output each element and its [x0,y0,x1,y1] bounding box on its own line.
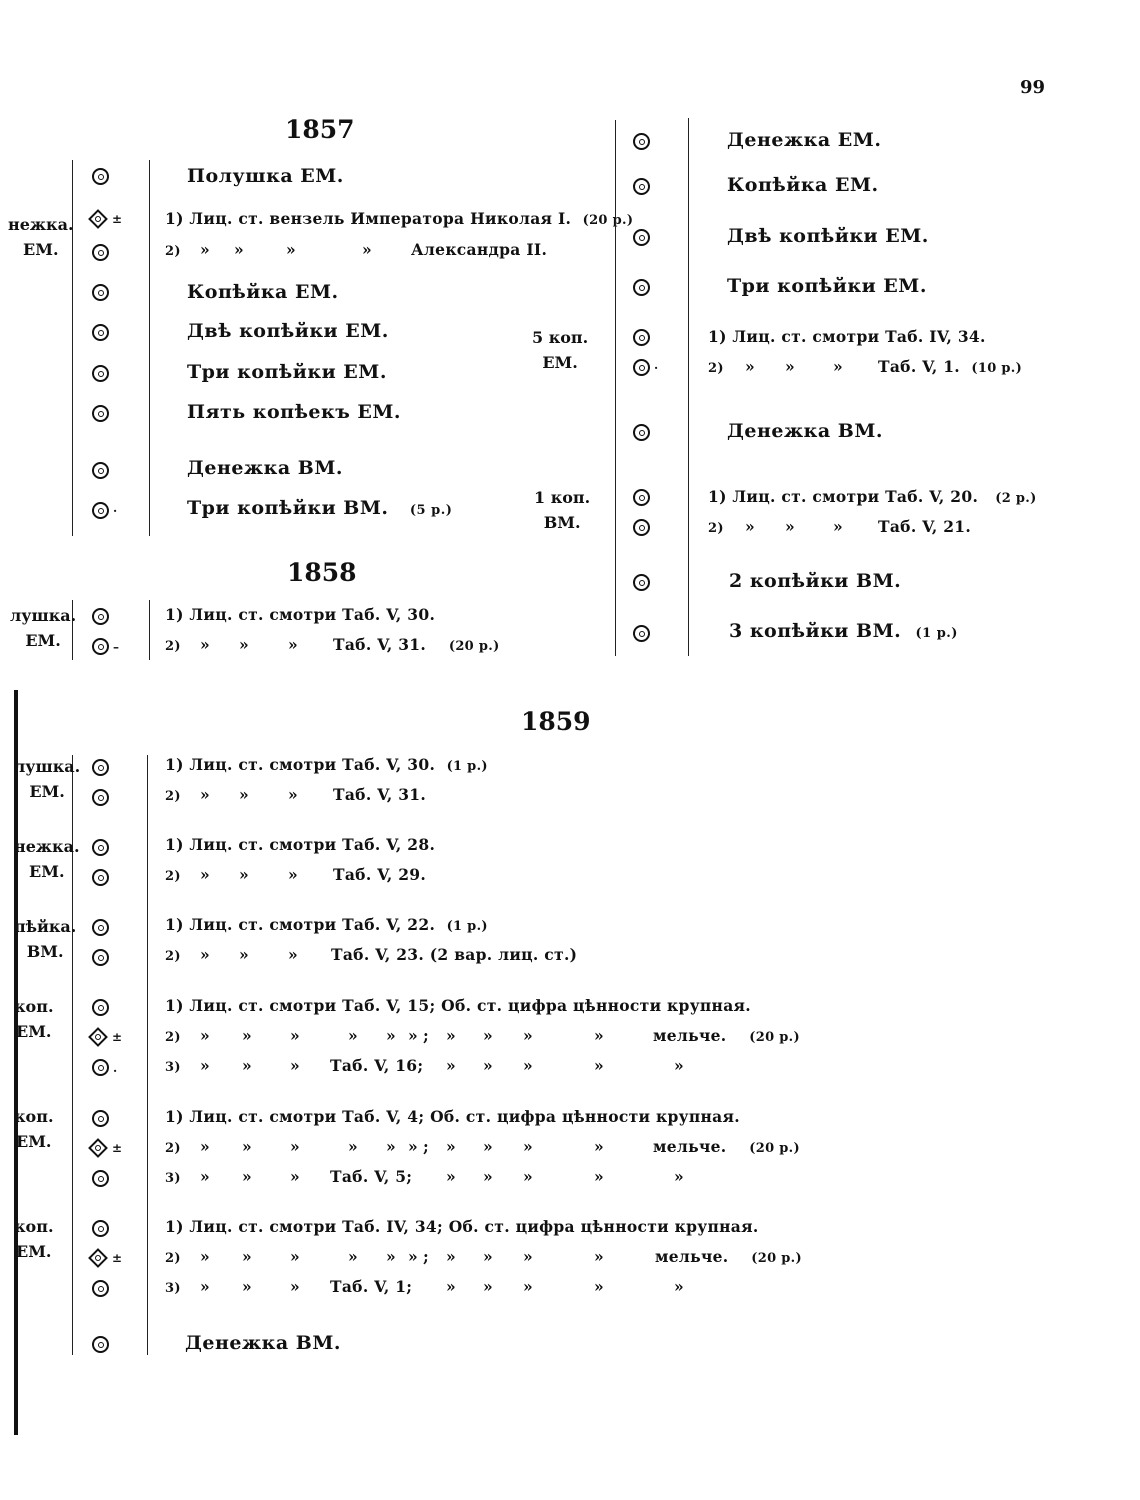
coin-symbol: ± [88,1249,122,1267]
denomination-label: коп. ЕМ. [14,997,54,1041]
coin-entry: Денежка ЕМ. [727,129,882,151]
variant-line: Таб. V, 31. [333,785,427,804]
ditto-mark: » [408,1026,418,1045]
variant-line: 1) Лиц. ст. вензель Императора Николая I. (20 р.) [165,209,634,228]
coin-entry: Денежка ВМ. [185,1332,342,1354]
ditto-mark: » [674,1056,684,1075]
column-rule [149,160,150,536]
ditto-mark: » [408,1247,418,1266]
ditto-mark: » [594,1247,604,1266]
ditto-mark: » [239,785,249,804]
variant-line: 1) Лиц. ст. смотри Таб. V, 30. [165,605,436,624]
coin-symbol: ± [88,210,122,228]
ditto-mark: » [288,865,298,884]
circle-mark-icon [92,168,109,185]
circle-mark-icon [92,789,109,806]
column-rule [615,120,616,656]
coin-symbol: – [92,638,119,655]
ditto-mark: » [200,240,210,259]
variant-line: мельче. (20 р.) [653,1026,800,1045]
ditto-mark: » [239,635,249,654]
ditto-mark: » [242,1026,252,1045]
variant-line: 2) [165,949,181,964]
coin-symbol [633,279,650,296]
ditto-mark: » [833,357,843,376]
circle-mark-icon [92,949,109,966]
coin-symbol [92,1170,109,1187]
ditto-mark: » [386,1247,396,1266]
variant-line: 1) Лиц. ст. смотри Таб. V, 20. (2 р.) [708,487,1037,506]
coin-symbol [633,625,650,642]
coin-entry: 2 копѣйки ВМ. [729,570,902,592]
ditto-mark: » [594,1137,604,1156]
coin-symbol [92,759,109,776]
ditto-mark: » [242,1056,252,1075]
year-heading-1859: 1859 [521,707,591,736]
ditto-mark: » [348,1137,358,1156]
variant-line: 1) Лиц. ст. смотри Таб. V, 22. (1 р.) [165,915,488,934]
coin-symbol [633,133,650,150]
circle-mark-icon [92,365,109,382]
diamond-mark-icon [88,1248,108,1268]
circle-mark-icon [92,608,109,625]
circle-mark-icon [92,869,109,886]
coin-symbol [92,949,109,966]
denomination-label: 5 коп. ЕМ. [532,328,589,372]
variant-line: 2) [165,1030,181,1045]
ditto-mark: » [446,1167,456,1186]
denomination-label: коп. ЕМ. [14,1107,54,1151]
ditto-mark: » [290,1026,300,1045]
circle-mark-icon [92,284,109,301]
variant-line: 2) [165,1141,181,1156]
ditto-mark: » [483,1026,493,1045]
denomination-label: пѣйка. ВМ. [14,917,77,961]
variant-line: 1) Лиц. ст. смотри Таб. V, 4; Об. ст. цифра цѣнности крупная. [165,1107,740,1126]
coin-entry: Три копѣйки ВМ. (5 р.) [187,497,453,519]
ditto-mark: » [483,1277,493,1296]
ditto-mark: » [362,240,372,259]
coin-symbol [92,1280,109,1297]
coin-symbol [92,405,109,422]
ditto-mark: » [348,1247,358,1266]
ditto-mark: » [290,1277,300,1296]
coin-entry: Копѣйка ЕМ. [727,174,879,196]
variant-line: Таб. V, 23. (2 вар. лиц. ст.) [331,945,578,964]
ditto-mark: » [200,1026,210,1045]
ditto-mark: » [290,1056,300,1075]
ditto-mark: » [523,1026,533,1045]
ditto-mark: » [523,1277,533,1296]
ditto-mark: » [446,1247,456,1266]
circle-mark-icon [92,1280,109,1297]
variant-line: Таб. V, 31. (20 р.) [333,635,500,654]
ditto-mark: » [408,1137,418,1156]
ditto-mark: » [200,945,210,964]
coin-symbol [92,1336,109,1353]
coin-entry: Пять копѣекъ ЕМ. [187,401,402,423]
coin-symbol [633,424,650,441]
circle-mark-icon [633,279,650,296]
variant-line: 1) Лиц. ст. смотри Таб. V, 30. (1 р.) [165,755,488,774]
ditto-mark: » [288,635,298,654]
circle-mark-icon [633,489,650,506]
ditto-mark: » [523,1247,533,1266]
variant-line: 3) [165,1060,181,1075]
coin-symbol: ± [88,1028,122,1046]
ditto-mark: » [200,785,210,804]
coin-symbol: · [92,502,117,519]
coin-symbol [92,1110,109,1127]
ditto-mark: » [745,357,755,376]
ditto-mark: » [200,1056,210,1075]
circle-mark-icon [92,324,109,341]
ditto-mark: » [286,240,296,259]
coin-entry: Двѣ копѣйки ЕМ. [187,320,389,342]
ditto-mark: » [290,1247,300,1266]
ditto-mark: » [290,1167,300,1186]
variant-line: Таб. V, 29. [333,865,427,884]
ditto-mark: » [288,945,298,964]
variant-line: Таб. V, 21. [878,517,972,536]
variant-line: Александра II. [411,240,548,259]
column-rule [149,600,150,660]
coin-symbol [633,178,650,195]
circle-mark-icon [633,625,650,642]
circle-mark-icon [633,359,650,376]
circle-mark-icon [633,519,650,536]
coin-symbol: · [633,359,658,376]
variant-line: 1) Лиц. ст. смотри Таб. V, 28. [165,835,436,854]
coin-symbol [92,168,109,185]
circle-mark-icon [92,839,109,856]
variant-line: ; [423,1026,430,1045]
ditto-mark: » [483,1056,493,1075]
circle-mark-icon [633,329,650,346]
variant-line: 2) [165,869,181,884]
variant-line: 2) [708,361,724,376]
coin-symbol [633,574,650,591]
coin-entry: Полушка ЕМ. [187,165,344,187]
ditto-mark: » [386,1137,396,1156]
circle-mark-icon [92,502,109,519]
coin-entry: Двѣ копѣйки ЕМ. [727,225,929,247]
ditto-mark: » [523,1167,533,1186]
ditto-mark: » [200,635,210,654]
variant-line: 1) Лиц. ст. смотри Таб. IV, 34. [708,327,986,346]
variant-line: Таб. V, 5; [330,1167,413,1186]
ditto-mark: » [594,1056,604,1075]
coin-symbol [92,284,109,301]
ditto-mark: » [200,1247,210,1266]
coin-entry: Копѣйка ЕМ. [187,281,339,303]
variant-line: 1) Лиц. ст. смотри Таб. V, 15; Об. ст. цифра цѣнности крупная. [165,996,751,1015]
ditto-mark: » [348,1026,358,1045]
circle-mark-icon [92,919,109,936]
year-heading-1857: 1857 [285,115,355,144]
column-rule [147,755,148,1355]
ditto-mark: » [242,1277,252,1296]
variant-line: Таб. V, 1; [330,1277,413,1296]
circle-mark-icon [92,244,109,261]
coin-symbol [92,244,109,261]
variant-line: Таб. V, 16; [330,1056,424,1075]
ditto-mark: » [483,1167,493,1186]
ditto-mark: » [523,1056,533,1075]
variant-line: 1) Лиц. ст. смотри Таб. IV, 34; Об. ст. цифра цѣнности крупная. [165,1217,759,1236]
variant-line: 3) [165,1281,181,1296]
ditto-mark: » [594,1277,604,1296]
coin-symbol [92,919,109,936]
variant-line: 2) [165,789,181,804]
coin-symbol: ± [88,1139,122,1157]
ditto-mark: » [594,1167,604,1186]
ditto-mark: » [200,1277,210,1296]
ditto-mark: » [234,240,244,259]
coin-symbol: . [92,1059,117,1076]
ditto-mark: » [239,865,249,884]
variant-line: мельче. (20 р.) [653,1137,800,1156]
denomination-label: лушка. ЕМ. [14,757,81,801]
ditto-mark: » [785,517,795,536]
circle-mark-icon [633,424,650,441]
variant-line: ; [423,1247,430,1266]
coin-symbol [633,519,650,536]
variant-line: мельче. (20 р.) [655,1247,802,1266]
coin-symbol [92,324,109,341]
coin-symbol [92,869,109,886]
ditto-mark: » [446,1137,456,1156]
coin-entry: 3 копѣйки ВМ. (1 р.) [729,620,958,642]
ditto-mark: » [674,1167,684,1186]
circle-mark-icon [633,229,650,246]
denomination-label: нежка. ЕМ. [14,837,80,881]
variant-line: 2) [708,521,724,536]
circle-mark-icon [92,1170,109,1187]
ditto-mark: » [242,1247,252,1266]
coin-symbol [92,462,109,479]
denomination-label: нежка. ЕМ. [8,215,74,259]
ditto-mark: » [446,1056,456,1075]
ditto-mark: » [200,1167,210,1186]
coin-entry: Три копѣйки ЕМ. [727,275,927,297]
denomination-label: коп. ЕМ. [14,1217,54,1261]
ditto-mark: » [745,517,755,536]
variant-line: Таб. V, 1. (10 р.) [878,357,1023,376]
coin-entry: Денежка ВМ. [187,457,344,479]
coin-symbol [633,229,650,246]
ditto-mark: » [242,1137,252,1156]
ditto-mark: » [386,1026,396,1045]
ditto-mark: » [242,1167,252,1186]
coin-entry: Денежка ВМ. [727,420,884,442]
variant-line: 2) [165,1251,181,1266]
ditto-mark: » [239,945,249,964]
ditto-mark: » [290,1137,300,1156]
circle-mark-icon [92,1336,109,1353]
ditto-mark: » [483,1137,493,1156]
coin-symbol [92,789,109,806]
variant-line: ; [423,1137,430,1156]
ditto-mark: » [674,1277,684,1296]
circle-mark-icon [92,759,109,776]
coin-entry: Три копѣйки ЕМ. [187,361,387,383]
variant-line: 2) [165,639,181,654]
circle-mark-icon [92,999,109,1016]
circle-mark-icon [92,1059,109,1076]
diamond-mark-icon [88,1027,108,1047]
year-heading-1858: 1858 [287,558,357,587]
circle-mark-icon [92,1220,109,1237]
variant-line: 2) [165,244,181,259]
denomination-label: лушка. ЕМ. [10,606,77,650]
ditto-mark: » [594,1026,604,1045]
ditto-mark: » [483,1247,493,1266]
coin-symbol [633,489,650,506]
circle-mark-icon [92,1110,109,1127]
ditto-mark: » [200,1137,210,1156]
ditto-mark: » [200,865,210,884]
ditto-mark: » [446,1026,456,1045]
circle-mark-icon [92,462,109,479]
ditto-mark: » [523,1137,533,1156]
ditto-mark: » [785,357,795,376]
coin-symbol [633,329,650,346]
coin-symbol [92,1220,109,1237]
circle-mark-icon [92,638,109,655]
coin-symbol [92,365,109,382]
circle-mark-icon [633,133,650,150]
diamond-mark-icon [88,1138,108,1158]
ditto-mark: » [833,517,843,536]
circle-mark-icon [633,574,650,591]
denomination-label: 1 коп. ВМ. [534,488,591,532]
ditto-mark: » [446,1277,456,1296]
coin-symbol [92,999,109,1016]
circle-mark-icon [92,405,109,422]
circle-mark-icon [633,178,650,195]
coin-symbol [92,608,109,625]
coin-symbol [92,839,109,856]
variant-line: 3) [165,1171,181,1186]
page-number: 99 [1020,77,1046,98]
ditto-mark: » [288,785,298,804]
diamond-mark-icon [88,209,108,229]
column-rule [688,118,689,656]
